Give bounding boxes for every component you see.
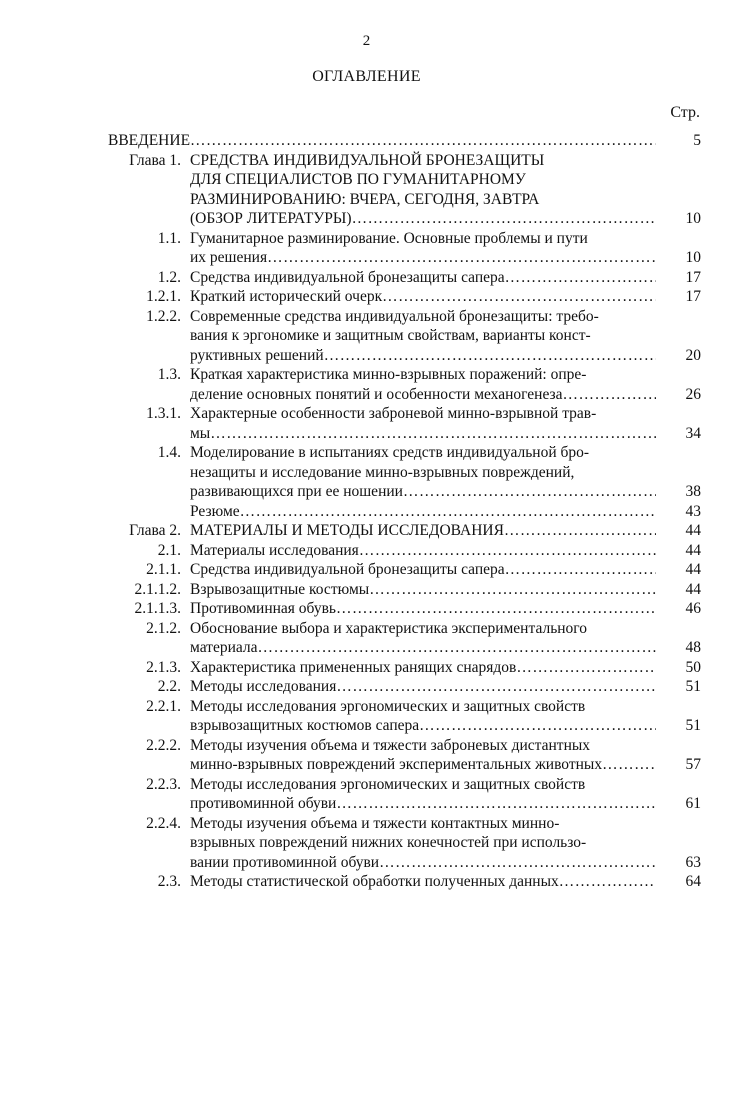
toc-entry-title-line: Методы исследования xyxy=(190,678,337,695)
toc-entry-title-line: Средства индивидуальной бронезащиты сапера xyxy=(190,561,505,578)
toc-entry-title-line: развивающихся при ее ношении xyxy=(190,483,403,500)
toc-entry-title-line: Характеристика примененных ранящих снарядов xyxy=(190,658,517,676)
toc-entry-number: 2.1. xyxy=(157,541,181,559)
toc-entry-number: 1.1. xyxy=(157,229,181,247)
toc-entry xyxy=(0,677,733,697)
toc-entry-page: 63 xyxy=(685,853,701,871)
toc-entry xyxy=(0,151,733,229)
toc-entry xyxy=(0,131,733,151)
toc-entry-number: 2.1.1.3. xyxy=(134,600,181,617)
toc-entry-page: 44 xyxy=(685,541,701,559)
toc-entry-number: 2.2.1. xyxy=(146,697,181,715)
toc-entry-number: 2.2. xyxy=(157,678,181,695)
page-title: ОГЛАВЛЕНИЕ xyxy=(312,68,421,85)
toc-entry xyxy=(0,521,733,541)
dot-leader xyxy=(559,872,656,892)
toc-entry-number: 1.3. xyxy=(157,366,181,383)
toc-entry-number: 2.1.1.2. xyxy=(134,580,181,598)
toc-entry-page: 10 xyxy=(685,210,701,227)
toc-entry-title-line: взрывозащитных костюмов сапера xyxy=(190,717,420,734)
toc-entry-title-line: Средства индивидуальной бронезащиты сапера xyxy=(190,268,505,286)
dot-leader xyxy=(258,638,656,658)
dot-leader xyxy=(190,131,656,151)
toc-entry xyxy=(0,814,733,873)
toc-entry-page: 20 xyxy=(685,346,701,364)
dot-leader xyxy=(379,853,656,873)
toc-entry-title-line: противоминной обуви xyxy=(190,795,337,812)
toc-entry xyxy=(0,658,733,678)
toc-entry-title-line: Методы исследования эргономических и защитных свойств xyxy=(190,697,586,715)
toc-entry-number: 2.2.2. xyxy=(146,736,181,754)
toc-entry-title-line: Методы изучения объема и тяжести контактных минно- xyxy=(190,814,560,832)
dot-leader xyxy=(516,658,656,678)
toc-entry-number: 1.2.2. xyxy=(146,307,181,325)
toc-entry-number: 1.2. xyxy=(157,268,181,286)
toc-entry xyxy=(0,502,733,522)
toc-entry-title-line: незащиты и исследование минно-взрывных повреждений, xyxy=(190,463,575,481)
toc-entry-title-line: деление основных понятий и особенности механогенеза xyxy=(190,385,563,403)
toc-entry-number: 2.1.2. xyxy=(146,619,181,637)
dot-leader xyxy=(336,794,656,814)
toc-entry-number: 2.2.4. xyxy=(146,814,181,832)
dot-leader xyxy=(210,424,656,444)
toc-entry-page: 44 xyxy=(685,561,701,578)
toc-entry-title-line: вания к эргономике и защитным свойствам, варианты конст- xyxy=(190,327,591,344)
toc-entry xyxy=(0,619,733,658)
toc-entry-page: 5 xyxy=(693,132,701,149)
toc-entry xyxy=(0,287,733,307)
dot-leader xyxy=(403,482,656,502)
toc-entry-title-line: вании противоминной обуви xyxy=(190,853,380,871)
toc-entry xyxy=(0,736,733,775)
toc-entry-title-line: материала xyxy=(190,639,258,656)
toc-entry xyxy=(0,229,733,268)
toc-entry xyxy=(0,580,733,600)
toc-entry-title-line: Характерные особенности заброневой минно-взрывной трав- xyxy=(190,405,597,422)
dot-leader xyxy=(352,209,656,229)
toc-entry-page: 61 xyxy=(685,795,701,812)
toc-entry xyxy=(0,443,733,502)
toc-entry xyxy=(0,697,733,736)
toc-entry-title-line: взрывных повреждений нижних конечностей при использо- xyxy=(190,834,587,851)
toc-entry-page: 48 xyxy=(685,639,701,656)
dot-leader xyxy=(336,599,656,619)
toc-entry-title-line: Противоминная обувь xyxy=(190,600,336,617)
toc-entry-title-line: Материалы исследования xyxy=(190,541,359,559)
toc-entry-page: 38 xyxy=(685,483,701,500)
dot-leader xyxy=(267,248,656,268)
toc-entry-title-line: РАЗМИНИРОВАНИЮ: ВЧЕРА, СЕГОДНЯ, ЗАВТРА xyxy=(190,190,540,208)
toc-entry-page: 51 xyxy=(685,717,701,734)
toc-entry-page: 34 xyxy=(685,424,701,442)
toc-entry-title-line: Взрывозащитные костюмы xyxy=(190,580,370,598)
toc-entry-page: 51 xyxy=(685,678,701,695)
toc-entry-page: 46 xyxy=(685,600,701,617)
dot-leader xyxy=(602,755,656,775)
toc-entry-page: 17 xyxy=(685,268,701,286)
toc-entry-title-line: ВВЕДЕНИЕ xyxy=(108,132,191,149)
toc-entry-page: 10 xyxy=(685,249,701,266)
dot-leader xyxy=(505,268,656,288)
toc-entry-number: 1.2.1. xyxy=(146,288,181,305)
toc-entry xyxy=(0,541,733,561)
toc-entry-page: 44 xyxy=(685,580,701,598)
toc-entry-title-line: их решения xyxy=(190,249,268,266)
toc-entry-number: 2.1.3. xyxy=(146,658,181,676)
toc-entry-number: Глава 2. xyxy=(129,522,181,539)
toc-entry-title-line: Обоснование выбора и характеристика экспериментального xyxy=(190,619,588,637)
toc-entry-page: 26 xyxy=(685,385,701,403)
toc-entry xyxy=(0,268,733,288)
toc-entry-title-line: (ОБЗОР ЛИТЕРАТУРЫ) xyxy=(190,210,352,227)
toc-entry-number: 2.2.3. xyxy=(146,775,181,793)
toc-entry-title-line: Моделирование в испытаниях средств индивидуальной бро- xyxy=(190,444,590,461)
toc-entry-page: 44 xyxy=(685,522,701,539)
toc-entry-title-line: Резюме xyxy=(190,502,240,520)
toc-entry-number: 2.3. xyxy=(157,873,181,890)
toc-entry-title-line: Методы изучения объема и тяжести заброневых дистантных xyxy=(190,736,591,754)
toc-entry xyxy=(0,307,733,366)
toc-entry-title-line: Краткий исторический очерк xyxy=(190,288,383,305)
toc-entry-title-line: ДЛЯ СПЕЦИАЛИСТОВ ПО ГУМАНИТАРНОМУ xyxy=(190,171,526,188)
page-number: 2 xyxy=(362,33,371,49)
toc-entry-title-line: мы xyxy=(190,424,211,442)
dot-leader xyxy=(504,521,656,541)
dot-leader xyxy=(240,502,656,522)
toc-entry-title-line: МАТЕРИАЛЫ И МЕТОДЫ ИССЛЕДОВАНИЯ xyxy=(190,522,504,539)
toc-entry-title-line: Гуманитарное разминирование. Основные проблемы и пути xyxy=(190,229,588,247)
toc-entry-page: 43 xyxy=(685,502,701,520)
toc-entry-title-line: Методы статистической обработки полученных данных xyxy=(190,873,559,890)
dot-leader xyxy=(336,677,656,697)
toc-entry xyxy=(0,775,733,814)
dot-leader xyxy=(359,541,656,561)
dot-leader xyxy=(324,346,656,366)
dot-leader xyxy=(382,287,656,307)
dot-leader xyxy=(419,716,656,736)
toc-entry xyxy=(0,365,733,404)
toc-entry-number: 1.4. xyxy=(157,444,181,461)
toc-entry-title-line: Методы исследования эргономических и защитных свойств xyxy=(190,775,586,793)
toc-entry-title-line: Краткая характеристика минно-взрывных поражений: опре- xyxy=(190,366,587,383)
toc-entry-title-line: минно-взрывных повреждений экспериментальных животных xyxy=(190,756,603,773)
toc-entry-title-line: Современные средства индивидуальной бронезащиты: требо- xyxy=(190,307,599,325)
toc-entry xyxy=(0,404,733,443)
toc-entry-number: Глава 1. xyxy=(129,151,181,169)
dot-leader xyxy=(563,385,656,405)
toc-entry xyxy=(0,599,733,619)
toc-entry xyxy=(0,560,733,580)
dot-leader xyxy=(505,560,656,580)
toc-entry-page: 50 xyxy=(685,658,701,676)
toc-entry-title-line: руктивных решений xyxy=(190,346,324,364)
toc-entry-number: 1.3.1. xyxy=(146,405,181,422)
toc-entry-page: 17 xyxy=(685,288,701,305)
page-column-label: Стр. xyxy=(670,104,700,121)
toc-entry-page: 57 xyxy=(685,756,701,773)
toc-entry-page: 64 xyxy=(685,873,701,890)
toc-entry-number: 2.1.1. xyxy=(146,561,181,578)
table-of-contents xyxy=(0,131,733,892)
toc-entry-title-line: СРЕДСТВА ИНДИВИДУАЛЬНОЙ БРОНЕЗАЩИТЫ xyxy=(190,151,545,169)
dot-leader xyxy=(369,580,656,600)
toc-entry xyxy=(0,872,733,892)
